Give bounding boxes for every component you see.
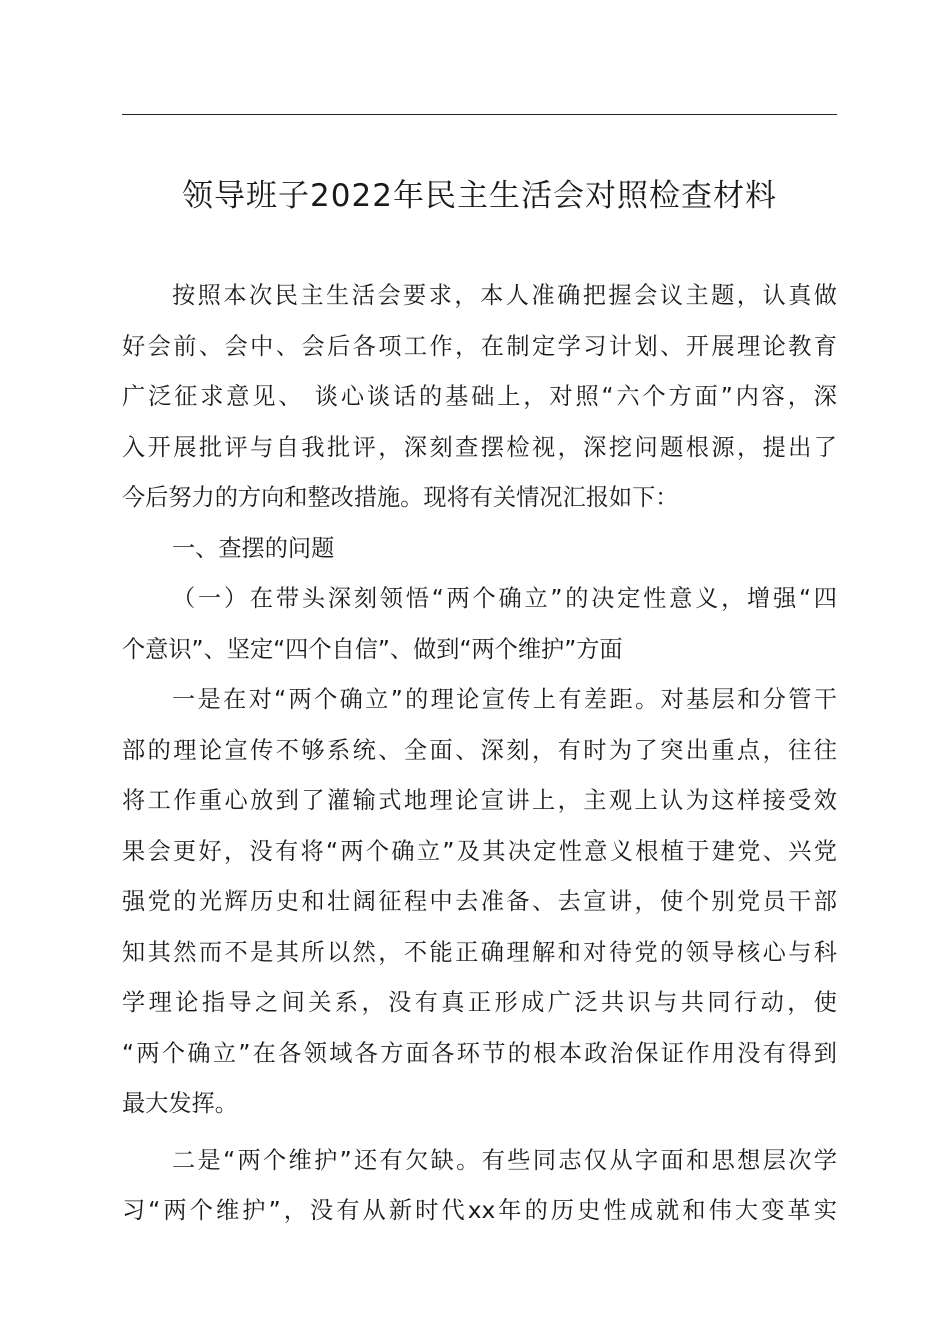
text-line: 一是在对“两个确立”的理论宣传上有差距。对基层和分管干: [172, 686, 837, 713]
intro-paragraph: [122, 271, 837, 524]
section-heading: [122, 524, 837, 575]
text-line: 今后努力的方向和整改措施。现将有关情况汇报如下：: [122, 484, 679, 511]
document-body: [122, 271, 837, 1237]
text-line: 部的理论宣传不够系统、全面、深刻，有时为了突出重点，往往: [122, 736, 837, 764]
text-line: 最大发挥。: [122, 1090, 238, 1117]
text-line: 习“两个维护”，没有从新时代xx年的历史性成就和伟大变革实: [122, 1197, 837, 1224]
point-two-paragraph: [122, 1136, 837, 1237]
document-title: 领导班子2022年民主生活会对照检查材料: [182, 178, 777, 214]
header-rule: [122, 114, 837, 115]
text-line: “两个确立”在各领域各方面各环节的根本政治保证作用没有得到: [122, 1039, 837, 1067]
text-line: 强党的光辉历史和壮阔征程中去准备、去宣讲，使个别党员干部: [122, 888, 837, 915]
text-line: 入开展批评与自我批评，深刻查摆检视，深挖问题根源，提出了: [122, 433, 837, 461]
section-heading-text: 一、查摆的问题: [172, 534, 335, 562]
text-line: 知其然而不是其所以然，不能正确理解和对待党的领导核心与科: [122, 938, 837, 966]
subsection-heading: [122, 574, 837, 675]
text-line: 果会更好，没有将“两个确立”及其决定性意义根植于建党、兴党: [122, 837, 837, 865]
point-one-paragraph: [122, 675, 837, 1130]
text-line: 学理论指导之间关系，没有真正形成广泛共识与共同行动，使: [122, 989, 837, 1016]
text-line: 二是“两个维护”还有欠缺。有些同志仅从字面和思想层次学: [172, 1146, 837, 1174]
text-line: 按照本次民主生活会要求，本人准确把握会议主题，认真做: [172, 282, 837, 309]
text-line: 个意识”、坚定“四个自信”、做到“两个维护”方面: [122, 635, 623, 663]
text-line: 广泛征求意见、 谈心谈话的基础上，对照“六个方面”内容，深: [122, 383, 837, 410]
text-line: 好会前、会中、会后各项工作，在制定学习计划、开展理论教育: [122, 332, 837, 360]
text-line: 将工作重心放到了灌输式地理论宣讲上，主观上认为这样接受效: [122, 787, 837, 814]
text-line: （一）在带头深刻领悟“两个确立”的决定性意义，增强“四: [172, 585, 837, 612]
